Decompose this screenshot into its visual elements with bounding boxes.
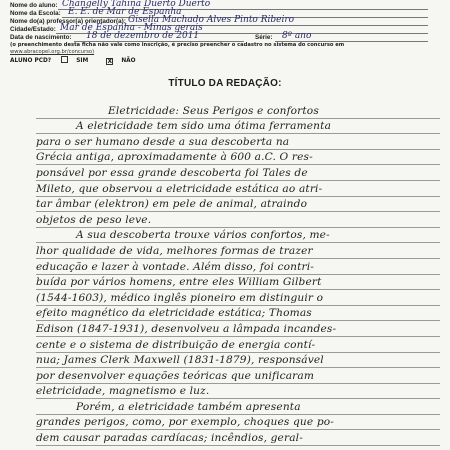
birth-value: 18 de dezembro de 2011 (86, 31, 200, 41)
student-value: Changelly Tahina Duerto Duerto (62, 0, 211, 9)
grade-value: 8º ano (282, 31, 312, 41)
city-row (10, 23, 440, 34)
essay-line: tar âmbar (elektron) em pele de animal, atraindo (36, 197, 440, 213)
essay-line: Porém, a eletricidade também apresenta (36, 399, 440, 415)
teacher-label: Nome do(a) professor(a) orientador(a): (10, 18, 126, 25)
essay-line: lhor qualidade de vida, melhores formas de trazer (36, 243, 440, 259)
contest-site-link[interactable]: www.abracopel.org.br/concurso) (10, 49, 95, 55)
grade-label: Série: (255, 34, 273, 41)
essay-line: (1544-1603), médico inglês pioneiro em distinguir o (36, 290, 440, 306)
essay-line: eletricidade, magnetismo e luz. (36, 384, 440, 400)
essay-line: ponsável por essa grande descoberta foi Tales de (36, 165, 440, 181)
pcd-yes-label: SIM (76, 58, 89, 64)
registration-note: (o preenchimento desta ficha não vale como inscrição, é preciso preencher o cadastro no sistema do concurso em (10, 42, 345, 48)
essay-line: por desenvolver equações teóricas que unificaram (36, 368, 440, 384)
essay-title-line (36, 103, 440, 119)
city-label: Cidade/Estado: (10, 26, 56, 33)
school-value: E. E. de Mar de Espanha (68, 7, 182, 17)
essay-line: Edison (1847-1931), desenvolveu a lâmpada incandes- (36, 321, 440, 337)
pcd-no-label: NÃO (121, 58, 136, 64)
teacher-value: Gisella Machado Alves Pinto Ribeiro (128, 15, 295, 25)
pcd-no-option[interactable] (106, 58, 143, 64)
essay-line: dem causar paradas cardíacas; incêndios, geral- (36, 430, 440, 446)
essay-line: efeito magnético da eletricidade estática; Thomas (36, 306, 440, 322)
school-label: Nome da Escola: (10, 10, 61, 17)
pcd-yes-checkbox[interactable] (61, 56, 68, 63)
essay-line: buída por vários homens, entre eles William Gilbert (36, 275, 440, 291)
form-header (10, 2, 440, 64)
essay-line: A sua descoberta trouxe vários confortos, me- (36, 228, 440, 244)
essay-line: grandes perigos, como, por exemplo, choques que po- (36, 415, 440, 431)
essay-title: Eletricidade: Seus Perigos e confortos (108, 104, 319, 117)
ruled-lines (36, 103, 440, 446)
essay-line: Grécia antiga, aproximadamente à 600 a.C. O res- (36, 150, 440, 166)
essay-line: A eletricidade tem sido uma ótima ferramenta (36, 119, 440, 135)
pcd-no-checkbox[interactable]: X (107, 58, 113, 65)
essay-line: educação e lazer à vontade. Além disso, foi contri- (36, 259, 440, 275)
birth-label: Data de nascimento: (10, 34, 72, 41)
essay-line: cente e o sistema de distribuição de energia contí- (36, 337, 440, 353)
essay-heading: TÍTULO DA REDAÇÃO: (168, 78, 282, 89)
city-value: Mar de Espanha - Minas gerais (60, 23, 203, 33)
essay-line: nua; James Clerk Maxwell (1831-1879), responsável (36, 353, 440, 369)
pcd-row (10, 56, 440, 64)
birth-row (10, 31, 440, 42)
essay-line: para o ser humano desde a sua descoberta na (36, 134, 440, 150)
pcd-yes-option[interactable] (61, 58, 96, 64)
pcd-label: ALUNO PCD? (10, 58, 52, 64)
essay-line: objetos de peso leve. (36, 212, 440, 228)
essay-line: Mileto, que observou a eletricidade estática ao atri- (36, 181, 440, 197)
student-label: Nome do aluno: (10, 2, 58, 9)
